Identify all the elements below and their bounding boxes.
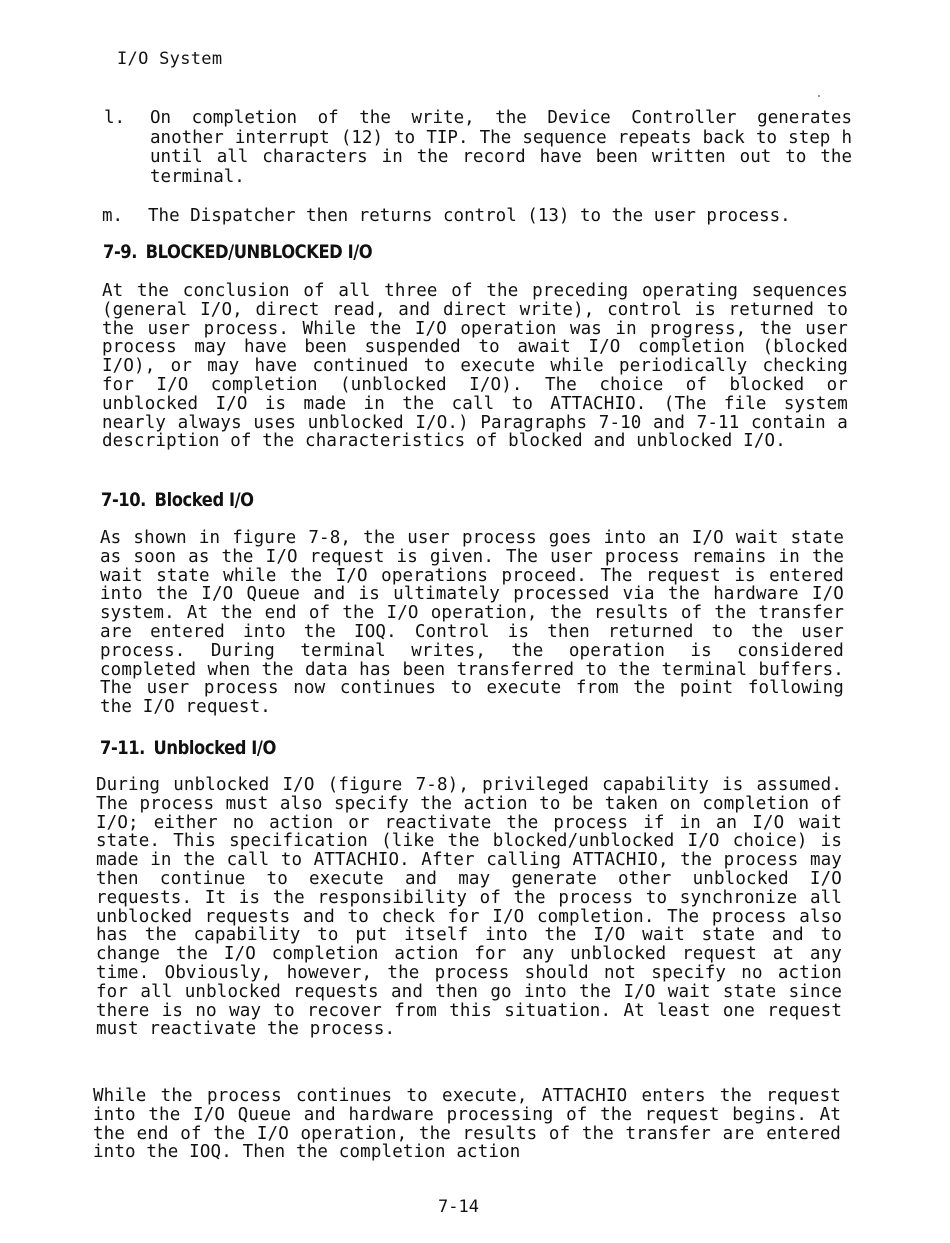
list-item-m: [102, 207, 852, 229]
section-number: 7-9.: [103, 241, 138, 263]
running-head: I/O System: [117, 49, 223, 69]
section-number: 7-10.: [101, 489, 146, 511]
scan-speck: [818, 95, 820, 97]
page-number: 7-14: [438, 1197, 479, 1217]
section-title: Unblocked I/O: [153, 737, 276, 759]
list-item-l: [104, 109, 852, 189]
list-item-text: The Dispatcher then returns control (13) to the user process.: [148, 206, 791, 226]
section-title: Blocked I/O: [154, 489, 254, 511]
paragraph-unblocked-io-continued: While the process continues to execute, ATTACHIO enters the request into the I/O Queue and hardware processing of the request begins. At the end of the I/O operation, the results of the transfer are entered into the IOQ. Then the completion action: [93, 1086, 841, 1163]
list-item-label: l.: [104, 108, 126, 128]
section-heading-7-11: [100, 737, 276, 759]
section-title: BLOCKED/UNBLOCKED I/O: [145, 241, 373, 263]
section-heading-7-10: [101, 489, 254, 511]
list-item-label: m.: [102, 206, 124, 226]
section-heading-7-9: [103, 241, 372, 263]
paragraph-unblocked-io: During unblocked I/O (figure 7-8), privileged capability is assumed. The process must also specify the action to be taken on completion of I/O; either no action or reactivate the process if in an I/O wait state. This specification (like the blocked/unblocked I/O choice) is made in the call to ATTACHIO. After calling ATTACHIO, the process may then continue to execute and may generate other unblocked I/O requests. It is the responsibility of the process to synchronize all unblocked requests and to check for I/O completion. The process also has the capability to put itself into the I/O wait state and to change the I/O completion action for any unblocked request at any time. Obviously, however, the process should not specify no action for all unblocked requests and then go into the I/O wait state since there is no way to recover from this situation. At least one request must reactivate the process.: [96, 775, 842, 1040]
list-item-text: On completion of the write, the Device Controller generates another interrupt (12) to TIP. The sequence repeats back to step h until all characters in the record have been written out to the terminal.: [150, 108, 852, 187]
section-number: 7-11.: [100, 737, 145, 759]
paragraph-blocked-unblocked-intro: At the conclusion of all three of the preceding operating sequences (general I/O, direct read, and direct write), control is returned to the user process. While the I/O operation was in progress, the user process may have been suspended to await I/O completion (blocked I/O), or may have continued to execute while periodically checking for I/O completion (unblocked I/O). The choice of blocked or unblocked I/O is made in the call to ATTACHIO. (The file system nearly always uses unblocked I/O.) Paragraphs 7-10 and 7-11 contain a description of the characteristics of blocked and unblocked I/O.: [102, 281, 848, 452]
paragraph-blocked-io: As shown in figure 7-8, the user process goes into an I/O wait state as soon as the I/O request is given. The user process remains in the wait state while the I/O operations proceed. The request is entered into the I/O Queue and is ultimately processed via the hardware I/O system. At the end of the I/O operation, the results of the transfer are entered into the IOQ. Control is then returned to the user process. During terminal writes, the operation is considered completed when the data has been transferred to the terminal buffers. The user process now continues to execute from the point following the I/O request.: [100, 528, 844, 718]
